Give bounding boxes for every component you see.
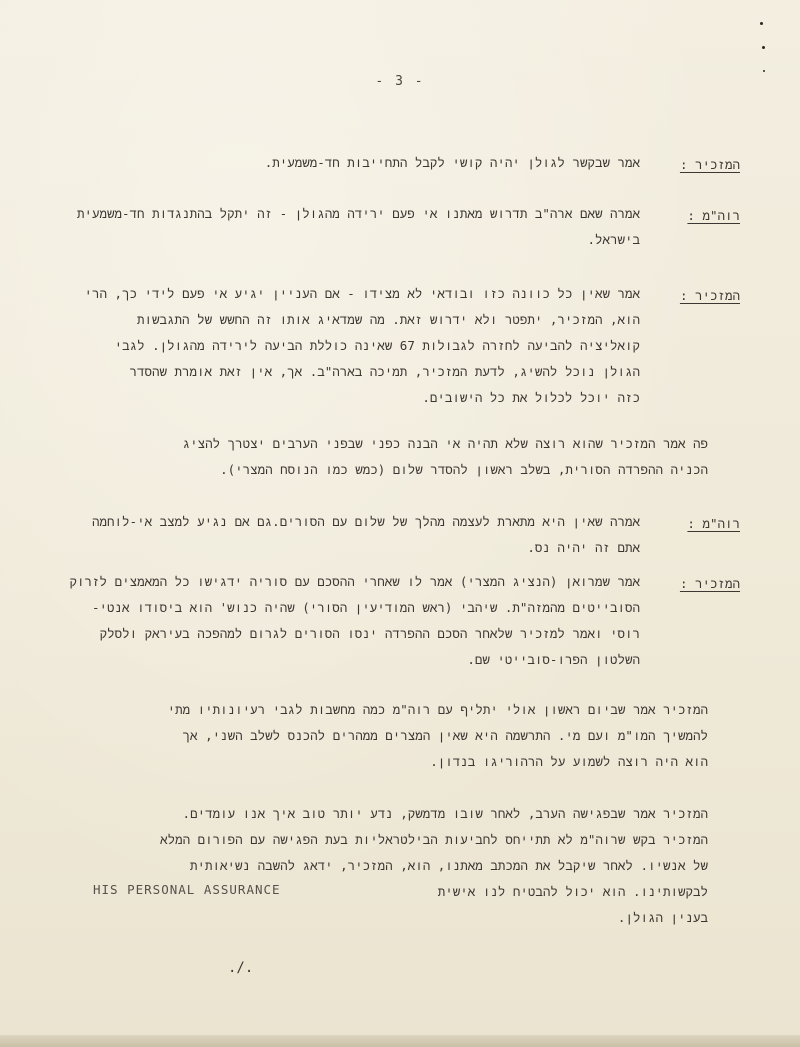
- speaker-label: רוה"מ :: [687, 208, 740, 223]
- speaker-label: המזכיר :: [679, 157, 740, 172]
- paragraph: [80, 281, 640, 411]
- paragraph-line: של אנשיו. לאחר שיקבל את המכתב מאתנו, הוא, המזכיר, ידאג להשבה נשיאותית: [190, 858, 708, 873]
- paragraph-line: הכניה ההפרדה הסורית, בשלב ראשון להסדר שלום (כמש כמו הנוסח המצרי).: [220, 462, 708, 477]
- page-number: - 3 -: [375, 74, 425, 89]
- paragraph-line: להמשיך המו"מ ועם מי. התרשמה היא שאין המצרים ממהרים להכנס לשלב השני, אך: [182, 728, 708, 743]
- paragraph-line: קואליציה להביעה לחזרה לגבולות 67 שאינה כוללת הביעה לירידה מהגולן. לגבי: [114, 338, 640, 353]
- paragraph-line: אמר שאין כל כוונה כזו ובודאי לא מצידו - אם העניין יגיע אי פעם לידי כך, הרי: [84, 286, 640, 301]
- paragraph-line: הוא היה רוצה לשמוע על הרהוריגו בנדון.: [430, 754, 708, 769]
- paragraph-line: פה אמר המזכיר שהוא רוצה שלא תהיה אי הבנה כפני שבפני הערבים יצטרך להציג: [182, 436, 708, 451]
- english-insert: HIS PERSONAL ASSURANCE: [93, 882, 281, 897]
- paragraph: [60, 509, 640, 561]
- paragraph-line: המזכיר אמר שבפגישה הערב, לאחר שובו מדמשק, נדע יותר טוב איך אנו עומדים.: [182, 806, 708, 821]
- paper-bottom-edge: [0, 1035, 800, 1047]
- paragraph-line: כזה יוכל לכלול את כל הישובים.: [422, 390, 640, 405]
- paragraph: [88, 801, 708, 931]
- paper-speck: [762, 46, 765, 49]
- paragraph-line: אמרה שאם ארה"ב תדרוש מאתנו אי פעם ירידה מהגולן - זה יתקל בהתנגדות חד-משמעית: [77, 206, 640, 221]
- paragraph-line: אמר שבקשר לגולן יהיה קושי לקבל התחייבות חד-משמעית.: [264, 155, 640, 170]
- paragraph-line: רוסי ואמר למזכיר שלאחר הסכם ההפרדה ינסו הסורים לגרום למהפכה בעיראק ולסלק: [99, 626, 640, 641]
- paragraph-line: השלטון הפרו-סובייטי שם.: [467, 652, 640, 667]
- paragraph-line: אמרה שאין היא מתארת לעצמה מהלך של שלום עם הסורים.גם אם נגיע למצב אי-לוחמה: [92, 514, 640, 529]
- paragraph-line: אמר שמרואן (הנציג המצרי) אמר לו שאחרי ההסכם עם סוריה ידגישו כל המאמצים לזרוק: [69, 574, 640, 589]
- paragraph-line: המזכיר אמר שביום ראשון אולי יתליף עם רוה"מ כמה מחשבות לגבי רעיונותיו מתי: [167, 702, 708, 717]
- paragraph: [88, 431, 708, 483]
- paragraph-line: בישראל.: [587, 232, 640, 247]
- paragraph-line: הוא, המזכיר, יתפטר ולא ידרוש זאת. מה שמדאיג אותו זה החשש של התגבשות: [137, 312, 640, 327]
- continuation-mark: ./.: [228, 960, 254, 976]
- paragraph-line: הסובייטים מהמזה"ת. שיהבי (ראש המודיעין הסורי) שהיה כנוש' הוא ביסודו אנטי-: [92, 600, 640, 615]
- speaker-label: המזכיר :: [679, 576, 740, 591]
- paragraph: [80, 150, 640, 176]
- paragraph-line: לבקשותינו. הוא יכול להבטיח לנו אישית: [437, 884, 708, 899]
- speaker-label: המזכיר :: [679, 288, 740, 303]
- paragraph-line: אתם זה יהיה נס.: [527, 540, 640, 555]
- paper-speck: [760, 22, 763, 25]
- paragraph-line: המזכיר בקש שרוה"מ לא תתייחס לחביעות הבילטראליות בעת הפגישה עם הפורום המלא: [160, 832, 708, 847]
- paragraph-line: הגולן נוכל להשיג, לדעת המזכיר, תמיכה בארה"ב. אך, אין זאת אומרת שהסדר: [129, 364, 640, 379]
- paragraph-line: בענין הגולן.: [617, 910, 708, 925]
- paragraph: [88, 697, 708, 775]
- paper-speck: [763, 70, 765, 72]
- speaker-label: רוה"מ :: [687, 516, 740, 531]
- paragraph: [60, 201, 640, 253]
- paragraph: [60, 569, 640, 673]
